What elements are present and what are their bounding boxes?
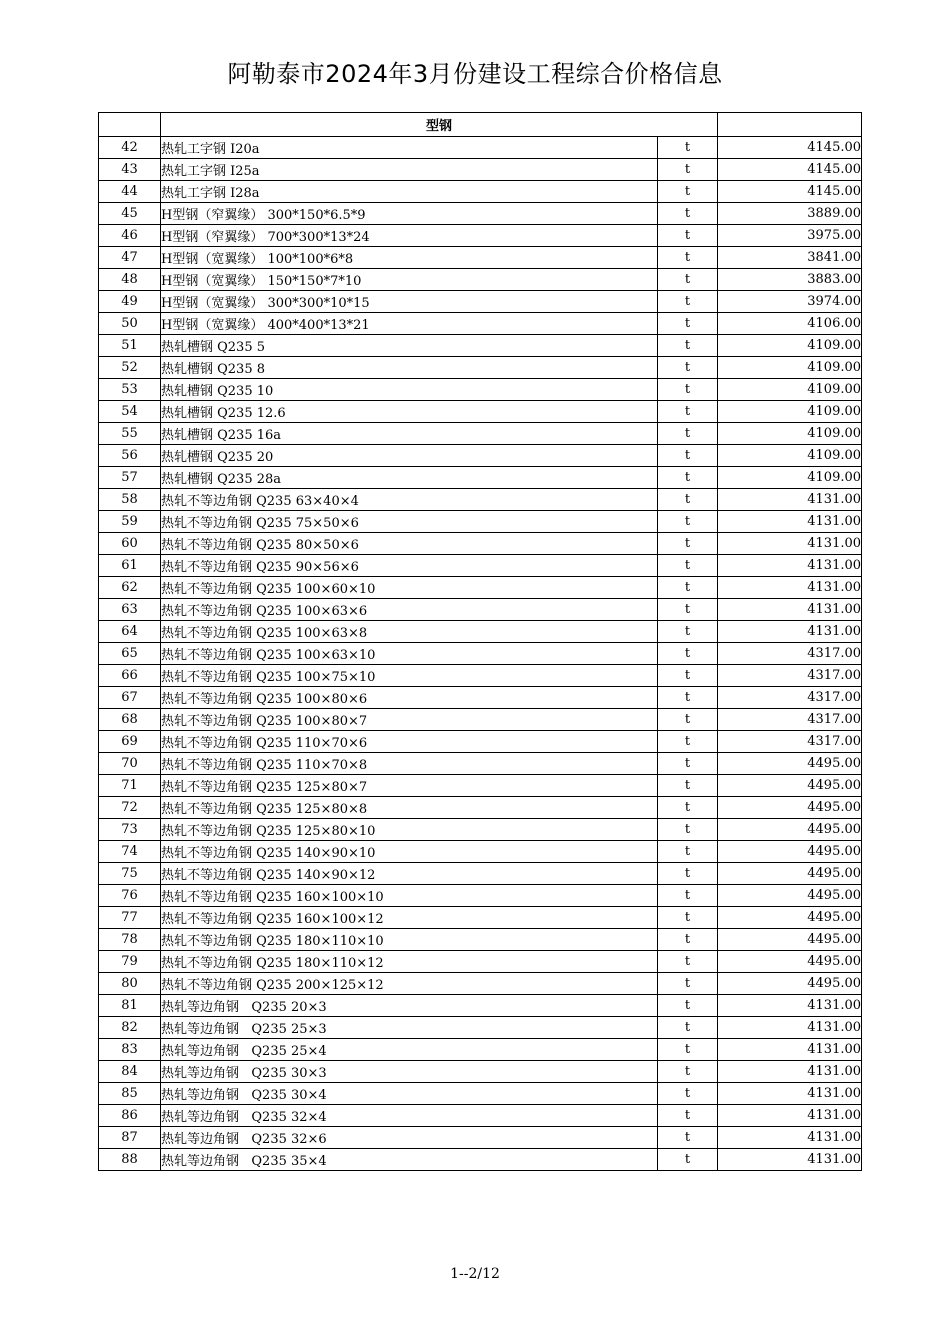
material-name: 热轧槽钢 Q235 20 — [161, 445, 658, 467]
material-name: 热轧不等边角钢 Q235 110×70×6 — [161, 731, 658, 753]
material-name: 热轧不等边角钢 Q235 180×110×12 — [161, 951, 658, 973]
material-name: 热轧不等边角钢 Q235 100×63×8 — [161, 621, 658, 643]
table-row — [99, 225, 862, 247]
table-row — [99, 599, 862, 621]
price-cell: 4317.00 — [718, 731, 862, 753]
material-name: 热轧槽钢 Q235 12.6 — [161, 401, 658, 423]
unit-cell: t — [658, 181, 718, 203]
unit-cell: t — [658, 577, 718, 599]
material-name: 热轧工字钢 I28a — [161, 181, 658, 203]
price-cell: 4109.00 — [718, 379, 862, 401]
material-name: 热轧等边角钢 Q235 30×4 — [161, 1083, 658, 1105]
unit-cell: t — [658, 423, 718, 445]
unit-cell: t — [658, 1149, 718, 1171]
price-cell: 4131.00 — [718, 1017, 862, 1039]
row-number: 56 — [99, 445, 161, 467]
row-number: 66 — [99, 665, 161, 687]
table-row — [99, 1083, 862, 1105]
price-cell: 4495.00 — [718, 907, 862, 929]
material-name: 热轧等边角钢 Q235 25×4 — [161, 1039, 658, 1061]
material-name: 热轧不等边角钢 Q235 100×75×10 — [161, 665, 658, 687]
material-name: H型钢（宽翼缘） 100*100*6*8 — [161, 247, 658, 269]
unit-cell: t — [658, 709, 718, 731]
unit-cell: t — [658, 1017, 718, 1039]
table-row — [99, 1149, 862, 1171]
unit-cell: t — [658, 1061, 718, 1083]
unit-cell: t — [658, 269, 718, 291]
unit-cell: t — [658, 489, 718, 511]
price-cell: 4131.00 — [718, 533, 862, 555]
price-cell: 4145.00 — [718, 137, 862, 159]
material-name: 热轧等边角钢 Q235 20×3 — [161, 995, 658, 1017]
table-row — [99, 335, 862, 357]
price-cell: 4131.00 — [718, 599, 862, 621]
table-row — [99, 159, 862, 181]
row-number: 78 — [99, 929, 161, 951]
table-row — [99, 1105, 862, 1127]
material-name: 热轧不等边角钢 Q235 100×80×7 — [161, 709, 658, 731]
material-name: 热轧不等边角钢 Q235 125×80×10 — [161, 819, 658, 841]
unit-cell: t — [658, 335, 718, 357]
price-cell: 4317.00 — [718, 643, 862, 665]
row-number: 42 — [99, 137, 161, 159]
row-number: 50 — [99, 313, 161, 335]
price-cell: 4495.00 — [718, 885, 862, 907]
row-number: 44 — [99, 181, 161, 203]
category-header: 型钢 — [161, 113, 718, 137]
row-number: 61 — [99, 555, 161, 577]
unit-cell: t — [658, 665, 718, 687]
unit-cell: t — [658, 929, 718, 951]
table-row — [99, 863, 862, 885]
material-name: 热轧工字钢 I20a — [161, 137, 658, 159]
material-name: 热轧槽钢 Q235 10 — [161, 379, 658, 401]
unit-cell: t — [658, 1039, 718, 1061]
price-cell: 4131.00 — [718, 555, 862, 577]
material-name: 热轧不等边角钢 Q235 125×80×8 — [161, 797, 658, 819]
price-cell: 4495.00 — [718, 929, 862, 951]
material-name: 热轧槽钢 Q235 5 — [161, 335, 658, 357]
row-number: 88 — [99, 1149, 161, 1171]
unit-cell: t — [658, 621, 718, 643]
category-header-row — [99, 113, 862, 137]
header-price-cell — [718, 113, 862, 137]
unit-cell: t — [658, 137, 718, 159]
table-row — [99, 379, 862, 401]
material-name: 热轧等边角钢 Q235 32×4 — [161, 1105, 658, 1127]
table-row — [99, 731, 862, 753]
row-number: 67 — [99, 687, 161, 709]
price-cell: 4145.00 — [718, 181, 862, 203]
material-name: 热轧不等边角钢 Q235 100×80×6 — [161, 687, 658, 709]
price-cell: 4495.00 — [718, 973, 862, 995]
unit-cell: t — [658, 467, 718, 489]
header-no-cell — [99, 113, 161, 137]
unit-cell: t — [658, 731, 718, 753]
row-number: 46 — [99, 225, 161, 247]
table-row — [99, 841, 862, 863]
price-cell: 4131.00 — [718, 995, 862, 1017]
material-name: 热轧不等边角钢 Q235 180×110×10 — [161, 929, 658, 951]
material-name: 热轧不等边角钢 Q235 160×100×10 — [161, 885, 658, 907]
price-cell: 3889.00 — [718, 203, 862, 225]
row-number: 86 — [99, 1105, 161, 1127]
price-cell: 4109.00 — [718, 335, 862, 357]
price-cell: 4131.00 — [718, 1105, 862, 1127]
table-row — [99, 357, 862, 379]
price-cell: 4495.00 — [718, 775, 862, 797]
unit-cell: t — [658, 753, 718, 775]
material-name: 热轧槽钢 Q235 16a — [161, 423, 658, 445]
row-number: 77 — [99, 907, 161, 929]
row-number: 64 — [99, 621, 161, 643]
table-row — [99, 1017, 862, 1039]
row-number: 45 — [99, 203, 161, 225]
table-row — [99, 269, 862, 291]
price-cell: 4131.00 — [718, 577, 862, 599]
material-name: H型钢（窄翼缘） 300*150*6.5*9 — [161, 203, 658, 225]
price-cell: 3975.00 — [718, 225, 862, 247]
unit-cell: t — [658, 819, 718, 841]
unit-cell: t — [658, 973, 718, 995]
unit-cell: t — [658, 1105, 718, 1127]
row-number: 85 — [99, 1083, 161, 1105]
unit-cell: t — [658, 885, 718, 907]
unit-cell: t — [658, 951, 718, 973]
table-body — [99, 113, 862, 1171]
table-row — [99, 885, 862, 907]
table-row — [99, 643, 862, 665]
row-number: 63 — [99, 599, 161, 621]
price-cell: 4495.00 — [718, 753, 862, 775]
row-number: 49 — [99, 291, 161, 313]
price-cell: 3841.00 — [718, 247, 862, 269]
table-row — [99, 401, 862, 423]
table-row — [99, 533, 862, 555]
row-number: 51 — [99, 335, 161, 357]
table-row — [99, 445, 862, 467]
material-name: 热轧不等边角钢 Q235 160×100×12 — [161, 907, 658, 929]
table-row — [99, 951, 862, 973]
table-row — [99, 291, 862, 313]
table-row — [99, 1039, 862, 1061]
price-cell: 4109.00 — [718, 401, 862, 423]
row-number: 55 — [99, 423, 161, 445]
material-name: 热轧槽钢 Q235 8 — [161, 357, 658, 379]
table-row — [99, 797, 862, 819]
unit-cell: t — [658, 1127, 718, 1149]
row-number: 75 — [99, 863, 161, 885]
material-name: 热轧不等边角钢 Q235 75×50×6 — [161, 511, 658, 533]
table-row — [99, 753, 862, 775]
row-number: 59 — [99, 511, 161, 533]
material-name: 热轧不等边角钢 Q235 110×70×8 — [161, 753, 658, 775]
price-cell: 4131.00 — [718, 1149, 862, 1171]
material-name: H型钢（宽翼缘） 400*400*13*21 — [161, 313, 658, 335]
material-name: 热轧等边角钢 Q235 30×3 — [161, 1061, 658, 1083]
row-number: 80 — [99, 973, 161, 995]
unit-cell: t — [658, 401, 718, 423]
unit-cell: t — [658, 995, 718, 1017]
table-row — [99, 665, 862, 687]
page-number: 1--2/12 — [450, 1266, 500, 1282]
price-cell: 4131.00 — [718, 1083, 862, 1105]
price-cell: 4109.00 — [718, 467, 862, 489]
unit-cell: t — [658, 775, 718, 797]
unit-cell: t — [658, 379, 718, 401]
material-name: 热轧不等边角钢 Q235 80×50×6 — [161, 533, 658, 555]
row-number: 53 — [99, 379, 161, 401]
table-row — [99, 313, 862, 335]
table-row — [99, 973, 862, 995]
unit-cell: t — [658, 159, 718, 181]
price-table — [98, 112, 862, 1171]
price-cell: 4495.00 — [718, 841, 862, 863]
unit-cell: t — [658, 357, 718, 379]
material-name: 热轧不等边角钢 Q235 90×56×6 — [161, 555, 658, 577]
unit-cell: t — [658, 203, 718, 225]
material-name: 热轧不等边角钢 Q235 140×90×12 — [161, 863, 658, 885]
price-cell: 4317.00 — [718, 665, 862, 687]
unit-cell: t — [658, 247, 718, 269]
row-number: 60 — [99, 533, 161, 555]
table-row — [99, 423, 862, 445]
material-name: 热轧等边角钢 Q235 25×3 — [161, 1017, 658, 1039]
row-number: 73 — [99, 819, 161, 841]
table-row — [99, 819, 862, 841]
table-row — [99, 687, 862, 709]
table-row — [99, 907, 862, 929]
table-row — [99, 247, 862, 269]
table-row — [99, 621, 862, 643]
price-cell: 4495.00 — [718, 951, 862, 973]
table-row — [99, 577, 862, 599]
price-cell: 3883.00 — [718, 269, 862, 291]
row-number: 47 — [99, 247, 161, 269]
table-row — [99, 555, 862, 577]
row-number: 62 — [99, 577, 161, 599]
row-number: 58 — [99, 489, 161, 511]
row-number: 57 — [99, 467, 161, 489]
material-name: H型钢（窄翼缘） 700*300*13*24 — [161, 225, 658, 247]
price-cell: 4131.00 — [718, 1127, 862, 1149]
unit-cell: t — [658, 1083, 718, 1105]
table-row — [99, 203, 862, 225]
unit-cell: t — [658, 445, 718, 467]
table-row — [99, 1127, 862, 1149]
unit-cell: t — [658, 555, 718, 577]
unit-cell: t — [658, 907, 718, 929]
row-number: 72 — [99, 797, 161, 819]
price-cell: 4131.00 — [718, 1039, 862, 1061]
price-cell: 4131.00 — [718, 489, 862, 511]
row-number: 84 — [99, 1061, 161, 1083]
table-row — [99, 467, 862, 489]
material-name: 热轧不等边角钢 Q235 100×60×10 — [161, 577, 658, 599]
price-cell: 4106.00 — [718, 313, 862, 335]
table-row — [99, 929, 862, 951]
price-cell: 4145.00 — [718, 159, 862, 181]
price-cell: 4317.00 — [718, 687, 862, 709]
price-cell: 4131.00 — [718, 511, 862, 533]
material-name: H型钢（宽翼缘） 150*150*7*10 — [161, 269, 658, 291]
price-cell: 4495.00 — [718, 819, 862, 841]
unit-cell: t — [658, 533, 718, 555]
row-number: 54 — [99, 401, 161, 423]
table-row — [99, 489, 862, 511]
price-cell: 4109.00 — [718, 445, 862, 467]
price-cell: 4131.00 — [718, 1061, 862, 1083]
unit-cell: t — [658, 841, 718, 863]
material-name: 热轧不等边角钢 Q235 100×63×10 — [161, 643, 658, 665]
price-cell: 4495.00 — [718, 797, 862, 819]
material-name: 热轧等边角钢 Q235 32×6 — [161, 1127, 658, 1149]
row-number: 79 — [99, 951, 161, 973]
row-number: 76 — [99, 885, 161, 907]
unit-cell: t — [658, 687, 718, 709]
price-cell: 4109.00 — [718, 423, 862, 445]
row-number: 71 — [99, 775, 161, 797]
table-row — [99, 1061, 862, 1083]
row-number: 82 — [99, 1017, 161, 1039]
table-row — [99, 181, 862, 203]
page-title: 阿勒泰市2024年3月份建设工程综合价格信息 — [227, 60, 723, 88]
unit-cell: t — [658, 643, 718, 665]
price-cell: 3974.00 — [718, 291, 862, 313]
material-name: 热轧不等边角钢 Q235 125×80×7 — [161, 775, 658, 797]
row-number: 87 — [99, 1127, 161, 1149]
material-name: 热轧等边角钢 Q235 35×4 — [161, 1149, 658, 1171]
row-number: 81 — [99, 995, 161, 1017]
unit-cell: t — [658, 797, 718, 819]
unit-cell: t — [658, 313, 718, 335]
row-number: 74 — [99, 841, 161, 863]
row-number: 69 — [99, 731, 161, 753]
row-number: 48 — [99, 269, 161, 291]
row-number: 68 — [99, 709, 161, 731]
table-row — [99, 709, 862, 731]
row-number: 52 — [99, 357, 161, 379]
material-name: 热轧不等边角钢 Q235 100×63×6 — [161, 599, 658, 621]
table-row — [99, 511, 862, 533]
material-name: 热轧不等边角钢 Q235 63×40×4 — [161, 489, 658, 511]
price-cell: 4131.00 — [718, 621, 862, 643]
unit-cell: t — [658, 511, 718, 533]
unit-cell: t — [658, 225, 718, 247]
row-number: 43 — [99, 159, 161, 181]
unit-cell: t — [658, 599, 718, 621]
price-cell: 4317.00 — [718, 709, 862, 731]
material-name: 热轧不等边角钢 Q235 140×90×10 — [161, 841, 658, 863]
material-name: 热轧不等边角钢 Q235 200×125×12 — [161, 973, 658, 995]
price-cell: 4495.00 — [718, 863, 862, 885]
material-name: 热轧工字钢 I25a — [161, 159, 658, 181]
price-cell: 4109.00 — [718, 357, 862, 379]
row-number: 83 — [99, 1039, 161, 1061]
unit-cell: t — [658, 291, 718, 313]
table-row — [99, 137, 862, 159]
material-name: 热轧槽钢 Q235 28a — [161, 467, 658, 489]
table-row — [99, 995, 862, 1017]
material-name: H型钢（宽翼缘） 300*300*10*15 — [161, 291, 658, 313]
unit-cell: t — [658, 863, 718, 885]
table-row — [99, 775, 862, 797]
row-number: 70 — [99, 753, 161, 775]
row-number: 65 — [99, 643, 161, 665]
